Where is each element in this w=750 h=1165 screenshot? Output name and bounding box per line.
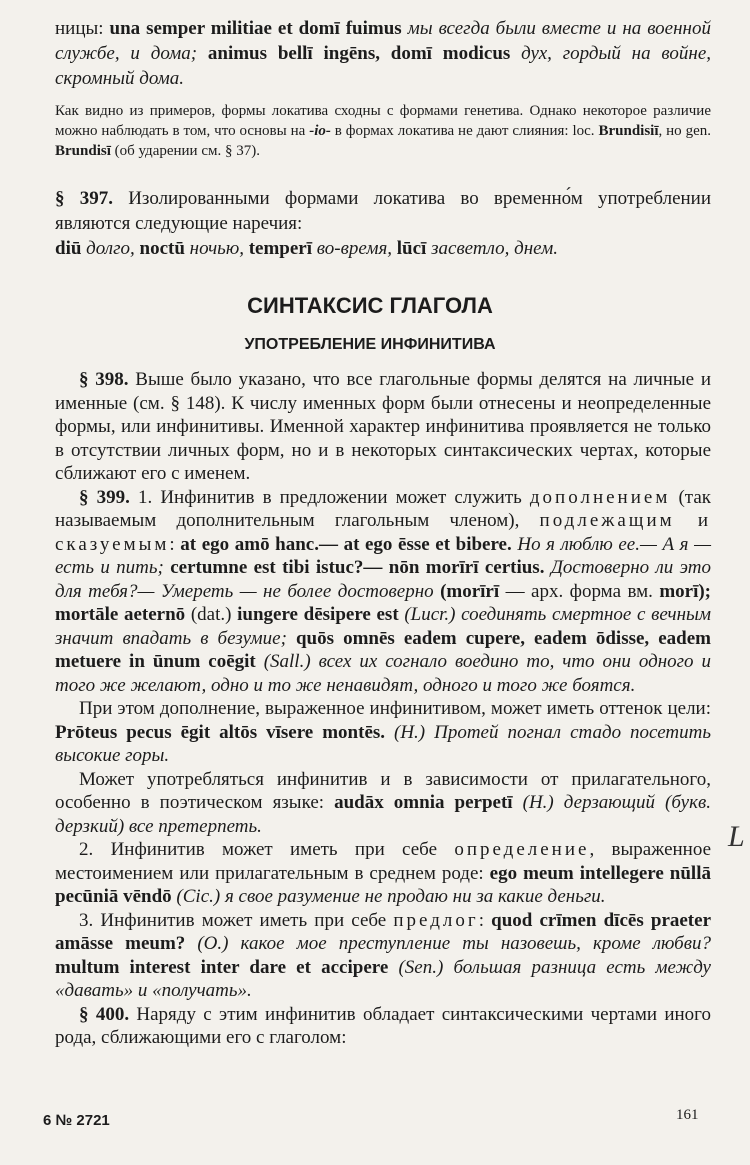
section-text: Наряду с этим инфинитив обладает синтаксическими чертами иного рода, сближающими его с глаголом: bbox=[55, 1003, 711, 1048]
section-text: Выше было указано, что все глагольные формы делятся на личные и именные (см. § 148). К числу именных форм были отнесены и неопределенные формы, или инфинитивы. Именной характер инфинитива проявляется не только в отсутствии личных форм, но и в некоторых синтаксических чертах, которые сближают его с именем. bbox=[55, 369, 712, 484]
latin-adverb: temperī bbox=[248, 238, 313, 259]
latin-example: quōs omnēs eadem cupere, eadem ōdisse, eadem metuere in ūnum coēgit bbox=[55, 627, 711, 672]
note-text: Как видно из примеров, формы локатива сходны с формами генетива. Однако некоторое различие можно наблюдать в том, что основы на bbox=[55, 103, 711, 139]
small-print-note bbox=[55, 101, 711, 161]
latin-example: una semper militiae et domī fuimus bbox=[109, 18, 402, 39]
translation: (Cic.) я свое разумение не продаю ни за какие деньги. bbox=[171, 886, 606, 907]
section-text: При этом дополнение, выраженное инфинитивом, может иметь оттенок цели: bbox=[79, 698, 711, 719]
paragraph-point-3 bbox=[55, 909, 711, 1003]
note-text: в формах локатива не дают слияния: loc. bbox=[330, 123, 599, 139]
latin-form: Brundisī bbox=[55, 143, 111, 159]
latin-example: iungere dēsipere est bbox=[237, 604, 399, 625]
chapter-subheading: УПОТРЕБЛЕНИЕ ИНФИНИТИВА bbox=[244, 336, 496, 353]
latin-example: audāx omnia perpetī bbox=[334, 792, 513, 813]
handwritten-margin-mark: L bbox=[728, 820, 745, 853]
latin-example: mortāle aeternō bbox=[55, 604, 186, 625]
latin-adverb: noctū bbox=[139, 238, 185, 259]
section-398 bbox=[55, 368, 711, 486]
latin-example: multum interest inter dare et accipere bbox=[55, 956, 389, 978]
translation: (H.) дерзающий (букв. дерзкий) все претерпеть. bbox=[55, 792, 711, 837]
translation: засветло, днем. bbox=[426, 238, 558, 259]
translation: (Sall.) всех их согнало воедино то, что они одного и того же желают, одно и то же ненавидят, одного и того же боятся. bbox=[55, 651, 711, 696]
main-text bbox=[55, 368, 711, 1050]
section-text: : bbox=[169, 533, 181, 555]
chapter-heading: СИНТАКСИС ГЛАГОЛА bbox=[247, 293, 493, 318]
spaced-term: определение bbox=[454, 839, 590, 860]
latin-example: quod crīmen dīcēs praeter amāsse meum? bbox=[55, 909, 712, 954]
latin-example: Prōteus pecus ēgit altōs vīsere montēs. bbox=[55, 721, 386, 743]
latin-adverb: diū bbox=[55, 238, 82, 259]
section-number: § 398. bbox=[79, 369, 129, 390]
section-text: 1. Инфинитив в предложении может служить bbox=[129, 486, 530, 508]
text-fragment: ницы: bbox=[55, 18, 110, 39]
page-number: 161 bbox=[676, 1107, 699, 1123]
paragraph-adjective bbox=[55, 768, 711, 839]
spaced-term: подлежащим и сказуемым bbox=[55, 510, 711, 555]
translation: долго, bbox=[81, 238, 140, 259]
section-399 bbox=[55, 486, 711, 698]
latin-example: animus bellī ingēns, domī modicus bbox=[207, 43, 511, 64]
latin-example: certumne est tibi istuc?— nōn morīrī certius. bbox=[170, 557, 545, 578]
translation: (H.) Протей погнал стадо посетить высокие горы. bbox=[55, 721, 712, 766]
section-text: Может употребляться инфинитив и в зависимости от прилагательного, особенно в поэтическом языке: bbox=[55, 768, 711, 813]
note-text: , но gen. bbox=[658, 123, 711, 139]
latin-adverb: lūcī bbox=[396, 238, 427, 259]
printer-signature: 6 № 2721 bbox=[43, 1112, 110, 1129]
translation: во-время, bbox=[312, 238, 397, 259]
section-number: § 400. bbox=[79, 1003, 130, 1025]
latin-form: morī); bbox=[659, 580, 712, 602]
translation: Но я люблю ее.— А я — есть и пить; bbox=[55, 533, 711, 578]
translation: (Sen.) большая разница есть между «давать» и «получать». bbox=[55, 956, 711, 1001]
paragraph-locative-examples bbox=[55, 16, 711, 91]
latin-form: Brundisiī bbox=[598, 123, 659, 139]
stem-suffix: -io- bbox=[309, 123, 331, 139]
section-text: — арх. форма вм. bbox=[499, 580, 660, 602]
translation: Достоверно ли это для тебя?— Умереть — не более достоверно bbox=[55, 557, 711, 602]
section-397 bbox=[55, 186, 711, 261]
section-text: , выраженное местоимением или прилагательным в среднем роде: bbox=[55, 839, 711, 884]
latin-example: at ego amō hanc.— at ego ēsse et bibere. bbox=[180, 533, 512, 555]
paragraph-purpose bbox=[55, 697, 711, 768]
latin-form: (morīrī bbox=[440, 580, 500, 602]
section-text: 2. Инфинитив может иметь при себе bbox=[79, 839, 455, 860]
section-text: (dat.) bbox=[185, 604, 238, 625]
spaced-term: предлог bbox=[393, 909, 479, 931]
section-number: § 399. bbox=[79, 486, 130, 508]
section-text: : bbox=[478, 909, 492, 931]
section-text: Изолированными формами локатива во временно́м употреблении являются следующие наречия: bbox=[55, 188, 712, 234]
translation: (Lucr.) соединять смертное с вечным значит впадать в безумие; bbox=[55, 604, 711, 649]
note-text: (об ударении см. § 37). bbox=[110, 143, 260, 159]
latin-example: ego meum intellegere nūllā pecūniā vēndō bbox=[55, 862, 711, 907]
section-text: (так называемым дополнительным глагольным членом), bbox=[55, 486, 711, 531]
section-text: 3. Инфинитив может иметь при себе bbox=[79, 909, 394, 931]
translation: дух, гордый на войне, скромный дома. bbox=[55, 43, 711, 89]
section-number: § 397. bbox=[55, 188, 113, 209]
paragraph-point-2 bbox=[55, 838, 711, 909]
section-400 bbox=[55, 1003, 711, 1050]
translation: (O.) какое мое преступление ты назовешь, кроме любви? bbox=[185, 933, 711, 954]
translation: ночью, bbox=[184, 238, 249, 259]
spaced-term: дополнением bbox=[529, 486, 671, 508]
translation: мы всегда были вместе и на военной службе, и дома; bbox=[55, 18, 711, 64]
